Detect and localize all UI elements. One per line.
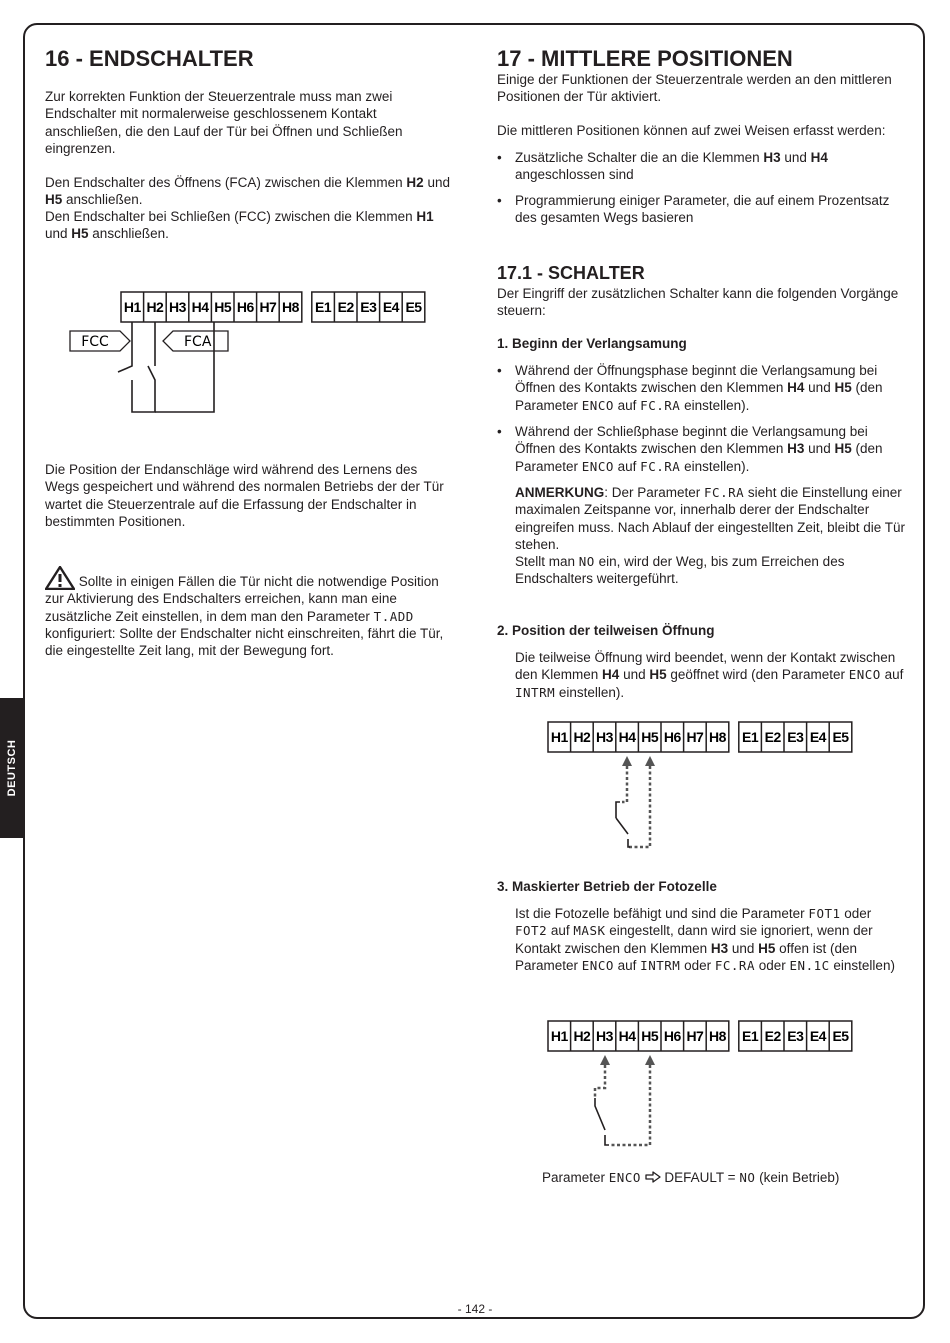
d2-terminal-e4: E4 (809, 729, 826, 745)
d2-terminal-e5: E5 (832, 729, 849, 745)
item-1-note: ANMERKUNG: Der Parameter FC.RA sieht die Einstellung einer maximalen Zeitspanne vor, innerhalb derer der Endschalter eingreifen muss. Nach Ablauf der eingestellten Zeit, bleibt die Tür stehen. Stellt man NO ein, wird der Weg, bis zum Erreichen des Endschalters weitergeführt. (515, 485, 905, 587)
section-16-paragraph-3: Den Endschalter bei Schließen (FCC) zwischen die Klemmen H1 und H5 anschließen. (45, 209, 434, 242)
d1-terminal-h7: H7 (259, 299, 277, 315)
d1-terminal-h1: H1 (123, 299, 141, 315)
d3-terminal-h1: H1 (550, 1028, 568, 1044)
section-16-paragraph-1: Zur korrekten Funktion der Steuerzentrale muss man zwei Endschalter mit normalerweise geschlossenem Kontakt anschließen, die den Lauf der Tür bei Öffnen und Schließen eingrenzen. (45, 89, 403, 156)
d3-terminal-h7: H7 (686, 1028, 704, 1044)
d2-terminal-e3: E3 (787, 729, 804, 745)
item-2-heading: 2. Position der teilweisen Öffnung (497, 623, 715, 638)
d2-terminal-h8: H8 (709, 729, 726, 745)
d1-terminal-h3: H3 (169, 299, 186, 315)
masked-photocell-wires (595, 1065, 650, 1145)
d2-terminal-e1: E1 (742, 729, 759, 745)
d1-terminal-e5: E5 (405, 299, 422, 315)
d2-terminal-h3: H3 (596, 729, 613, 745)
d1-terminal-h4: H4 (191, 299, 209, 315)
arrow-right-icon (645, 1171, 661, 1183)
section-17-paragraph-1: Einige der Funktionen der Steuerzentrale werden an den mittleren Positionen der Tür aktiviert. (497, 72, 892, 105)
section-17-bullet-2: • Programmierung einiger Parameter, die auf einem Prozentsatz des gesamten Wegs basieren (497, 193, 890, 226)
partial-opening-wires (622, 766, 650, 847)
language-tab (0, 698, 23, 838)
warning-icon (45, 566, 75, 590)
partial-opening-diagram (545, 714, 865, 864)
fca-label: FCA (184, 334, 212, 350)
page-number: - 142 - (457, 1302, 493, 1316)
section-17-1-title: 17.1 - SCHALTER (497, 263, 645, 283)
item-3-text: Ist die Fotozelle befähigt und sind die Parameter FOT1 oder FOT2 auf MASK eingestellt, dann wird sie ignoriert, wenn der Kontakt zwischen den Klemmen H3 und H5 offen ist (den Parameter ENCO auf INTRM oder FC.RA oder EN.1C einstellen) (515, 906, 895, 973)
section-16-warning: Sollte in einigen Fällen die Tür nicht die notwendige Position zur Aktivierung des Endschalters erreichen, kann man eine zusätzliche Zeit einstellen, in dem man den Parameter T.ADD konfiguriert: Sollte der Endschalter nicht einschreiten, fährt die Tür, die eingestellte Zeit lang, mit der Bewegung fort. (45, 566, 455, 659)
d3-terminal-h5: H5 (641, 1028, 659, 1044)
section-17-1-intro: Der Eingriff der zusätzlichen Schalter kann die folgenden Vorgänge steuern: (497, 286, 899, 319)
item-3-heading: 3. Maskierter Betrieb der Fotozelle (497, 879, 717, 894)
item-1-bullet-2: • Während der Schließphase beginnt die Verlangsamung bei Öffnen des Kontakts zwischen den Klemmen H3 und H5 (den Parameter ENCO auf FC.RA einstellen). (497, 424, 883, 474)
section-16-paragraph-4: Die Position der Endanschläge wird während des Lernens des Wegs gespeichert und während des normalen Betriebs der der Tür wartet die Steuerzentrale auf die Erfassung der Endschalter in bestimmten Positionen. (45, 462, 444, 529)
d3-terminal-h6: H6 (663, 1028, 681, 1044)
d2-terminal-h1: H1 (550, 729, 568, 745)
section-17-title: 17 - MITTLERE POSITIONEN (497, 46, 793, 71)
d3-terminal-e3: E3 (787, 1028, 804, 1044)
section-16-title: 16 - ENDSCHALTER (45, 46, 254, 71)
d2-terminal-h5: H5 (641, 729, 659, 745)
d1-terminal-h8: H8 (282, 299, 299, 315)
item-1-bullet-1: • Während der Öffnungsphase beginnt die Verlangsamung bei Öffnen des Kontakts zwischen den Klemmen H4 und H5 (den Parameter ENCO auf FC.RA einstellen). (497, 363, 883, 413)
d3-terminal-h8: H8 (709, 1028, 726, 1044)
d2-terminal-e2: E2 (764, 729, 781, 745)
d1-terminal-h2: H2 (146, 299, 164, 315)
d3-terminal-h2: H2 (573, 1028, 591, 1044)
d3-terminal-h3: H3 (596, 1028, 613, 1044)
section-17-paragraph-2: Die mittleren Positionen können auf zwei Weisen erfasst werden: (497, 123, 886, 138)
d3-terminal-h4: H4 (618, 1028, 636, 1044)
item-2-text: Die teilweise Öffnung wird beendet, wenn der Kontakt zwischen den Klemmen H4 und H5 geöffnet wird (den Parameter ENCO auf INTRM einstellen). (515, 650, 904, 700)
d2-terminal-h4: H4 (618, 729, 636, 745)
d3-terminal-e2: E2 (764, 1028, 781, 1044)
d1-terminal-e4: E4 (382, 299, 399, 315)
d1-terminal-h6: H6 (236, 299, 254, 315)
d1-terminal-e3: E3 (360, 299, 377, 315)
d3-terminal-e5: E5 (832, 1028, 849, 1044)
d1-terminal-h5: H5 (214, 299, 232, 315)
d3-terminal-e4: E4 (809, 1028, 826, 1044)
language-tab-label: DEUTSCH (5, 739, 18, 797)
d3-terminal-e1: E1 (742, 1028, 759, 1044)
section-16-paragraph-2: Den Endschalter des Öffnens (FCA) zwischen die Klemmen H2 und H5 anschließen. (45, 175, 450, 208)
masked-photocell-diagram (545, 1013, 865, 1158)
d2-terminal-h6: H6 (663, 729, 681, 745)
d2-terminal-h2: H2 (573, 729, 591, 745)
fcc-label: FCC (81, 334, 109, 350)
d1-terminal-e1: E1 (315, 299, 332, 315)
section-17-bullet-1: • Zusätzliche Schalter die an die Klemmen H3 und H4 angeschlossen sind (497, 150, 828, 183)
item-1-heading: 1. Beginn der Verlangsamung (497, 336, 687, 351)
d2-terminal-h7: H7 (686, 729, 704, 745)
default-parameter-line: Parameter ENCO DEFAULT = NO (kein Betrieb) (542, 1170, 840, 1185)
limit-switch-diagram (60, 280, 440, 420)
d1-terminal-e2: E2 (337, 299, 354, 315)
